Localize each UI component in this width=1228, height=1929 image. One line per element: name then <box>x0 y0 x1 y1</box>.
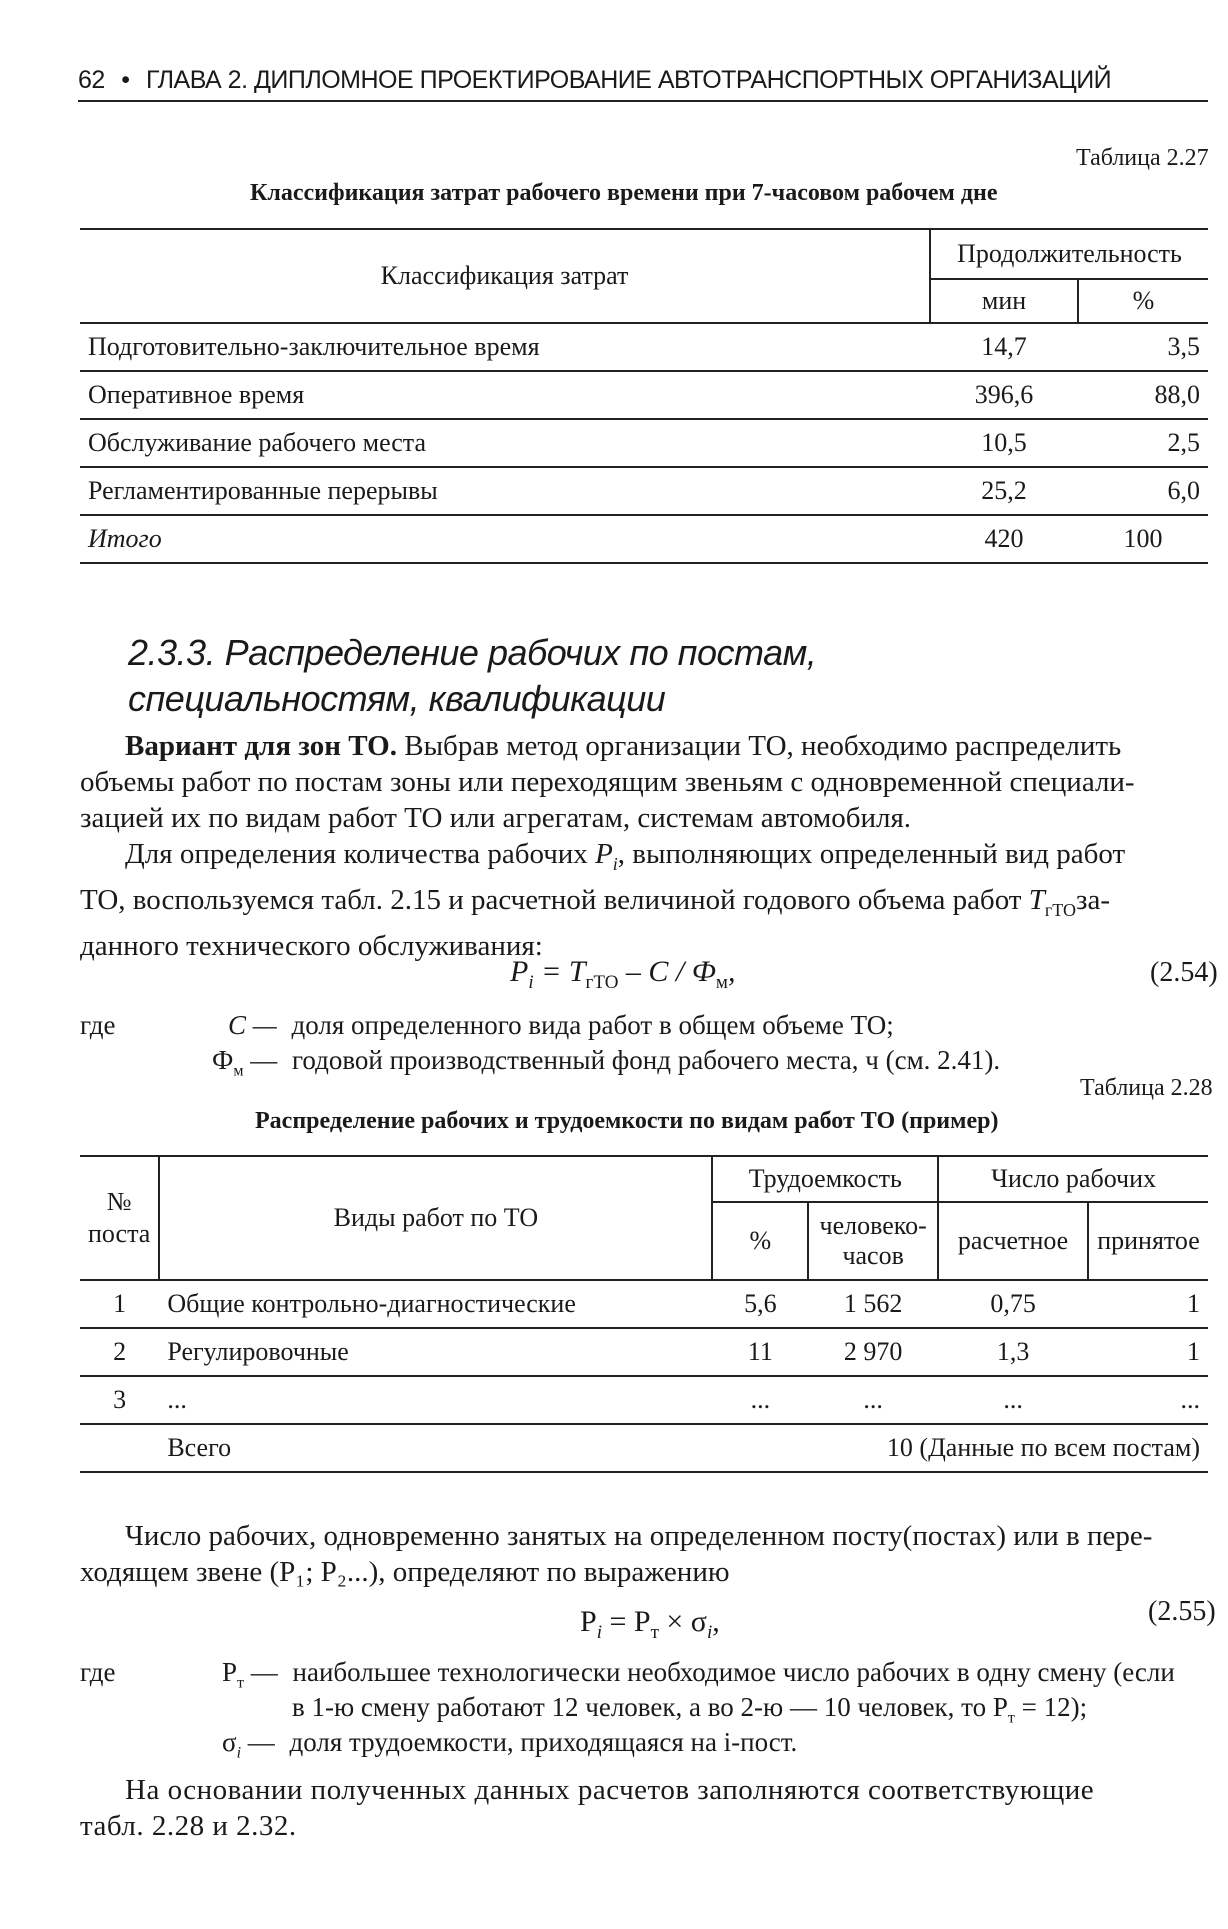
def-text: = 12); <box>1014 1692 1088 1722</box>
row-name: Регламентированные перерывы <box>88 476 438 505</box>
table27-label: Таблица 2.27 <box>1076 145 1209 171</box>
def-sub: т <box>1007 1709 1015 1727</box>
header-manhours-2: часов <box>842 1241 904 1270</box>
page-number: 62 <box>78 66 105 94</box>
total-label: Всего <box>167 1433 232 1462</box>
row-kind: Регулировочные <box>167 1337 349 1366</box>
eq-text: – C / Ф <box>618 955 716 988</box>
def-c <box>228 1010 894 1041</box>
row-name: Оперативное время <box>88 380 305 409</box>
eq-sub: т <box>650 1622 659 1643</box>
table-row <box>80 1376 1208 1424</box>
table28-label: Таблица 2.28 <box>1080 1075 1213 1101</box>
paragraph-conclusion <box>80 1772 1220 1844</box>
table-row <box>80 1328 1208 1376</box>
equation-number-2-54: (2.54) <box>1150 957 1218 988</box>
def-f <box>212 1045 1000 1080</box>
eq-text: P <box>510 955 529 988</box>
row-kind: Общие контрольно-диагностические <box>167 1289 576 1318</box>
paragraph-text: зацией их по видам работ ТО или агрегатам, системам автомобиля. <box>80 802 912 834</box>
def-dash: — <box>241 1727 275 1757</box>
def-symbol: P <box>222 1657 238 1687</box>
def-pt-cont <box>292 1692 1087 1727</box>
var-sub: гТО <box>1044 899 1077 920</box>
table28-header-accepted: принятое <box>1088 1202 1208 1280</box>
row-no: 2 <box>113 1337 127 1366</box>
row-no: 3 <box>113 1385 127 1414</box>
eq-sub: м <box>715 972 728 993</box>
def-symbol: С — <box>228 1010 277 1040</box>
row-name: Обслуживание рабочего места <box>88 428 427 457</box>
equation-2-54 <box>510 955 735 994</box>
eq-sub: i <box>596 1622 602 1643</box>
row-calc: 1,3 <box>996 1337 1030 1366</box>
paragraph-bold-lead: Вариант для зон ТО. <box>125 730 397 762</box>
table28-header-pct: % <box>712 1202 808 1280</box>
eq-text: P <box>580 1605 597 1638</box>
row-pct: 88,0 <box>1154 380 1200 409</box>
paragraph-text: ходящем звене (P₁; P₂...), определяют по выражению <box>80 1556 730 1588</box>
table-row <box>80 371 1208 419</box>
eq-text: , <box>712 1605 720 1638</box>
header-manhours-1: человеко- <box>819 1211 927 1240</box>
eq-sub: i <box>706 1622 713 1643</box>
paragraph-text: Выбрав метод организации ТО, необходимо распределить <box>396 730 1122 762</box>
def-dash: — <box>243 1045 278 1075</box>
def-pt <box>222 1657 1175 1692</box>
row-pct: 2,5 <box>1167 428 1200 457</box>
table27-header-pct: % <box>1078 279 1208 323</box>
row-name: Подготовительно-заключительное время <box>88 332 540 361</box>
table28-header-labor: Трудоемкость <box>712 1156 938 1202</box>
table28-header-calc: расчетное <box>938 1202 1088 1280</box>
var-p: P <box>595 838 613 870</box>
row-hours: 1 562 <box>843 1289 903 1318</box>
var-t: T <box>1028 883 1045 916</box>
paragraph-text: ТО, воспользуемся табл. 2.15 и расчетной величиной годового объема работ <box>80 883 1029 916</box>
paragraph-workers <box>80 836 1220 964</box>
paragraph-text: На основании полученных данных расчетов заполняются соответствующие <box>125 1774 1095 1806</box>
table28-total-row <box>80 1424 1208 1472</box>
row-acc: 1 <box>1187 1289 1200 1318</box>
paragraph-post-workers <box>80 1518 1220 1590</box>
row-pct: 11 <box>747 1337 773 1366</box>
table28-header-manhours <box>808 1202 938 1280</box>
def-sub: т <box>237 1674 245 1692</box>
def-symbol: Ф <box>212 1045 234 1075</box>
def-sub: м <box>233 1062 244 1080</box>
def-text: в 1-ю смену работают 12 человек, а во 2-ю — 10 человек, то P <box>292 1692 1008 1722</box>
section-heading <box>128 630 816 722</box>
table-row <box>80 323 1208 371</box>
table27-total-row <box>80 515 1208 563</box>
def-text: наибольшее технологически необходимое число рабочих в одну смену (если <box>292 1657 1175 1687</box>
header-rule <box>78 100 1208 102</box>
table27-header-classification: Классификация затрат <box>80 229 930 323</box>
table27-header-duration: Продолжительность <box>930 229 1208 279</box>
total-label: Итого <box>88 524 162 553</box>
table28-title: Распределение рабочих и трудоемкости по видам работ ТО (пример) <box>255 1108 999 1134</box>
chapter-title: ГЛАВА 2. ДИПЛОМНОЕ ПРОЕКТИРОВАНИЕ АВТОТРАНСПОРТНЫХ ОРГАНИЗАЦИЙ <box>145 66 1112 94</box>
table28-header-post <box>80 1156 159 1280</box>
equation-number-2-55: (2.55) <box>1148 1596 1216 1627</box>
header-bullet: • <box>121 66 130 94</box>
table27 <box>80 228 1208 564</box>
row-pct: ... <box>750 1385 771 1414</box>
equation-2-55 <box>580 1605 720 1644</box>
eq-text: , <box>727 955 736 988</box>
eq-text: = P <box>601 1605 651 1638</box>
row-hours: 2 970 <box>843 1337 903 1366</box>
def-dash: — <box>244 1657 278 1687</box>
header-no: № <box>106 1187 132 1216</box>
table-row <box>80 1280 1208 1328</box>
row-hours: ... <box>863 1385 883 1414</box>
paragraph-text: Число рабочих, одновременно занятых на определенном посту(постах) или в пере- <box>125 1520 1153 1552</box>
table27-title: Классификация затрат рабочего времени при 7-часовом рабочем дне <box>250 180 998 206</box>
def-sigma <box>222 1727 797 1762</box>
row-pct: 5,6 <box>744 1289 777 1318</box>
row-min: 14,7 <box>981 332 1027 361</box>
running-header <box>78 66 1111 95</box>
row-calc: ... <box>1003 1385 1023 1414</box>
section-heading-line1: 2.3.3. Распределение рабочих по постам, <box>128 632 817 673</box>
row-pct: 6,0 <box>1167 476 1200 505</box>
table28 <box>80 1155 1208 1473</box>
where-label: где <box>80 1657 116 1687</box>
var-sub: i <box>612 853 618 874</box>
section-heading-line2: специальностям, квалификации <box>128 678 666 719</box>
paragraph-zones <box>80 728 1220 836</box>
paragraph-text: , выполняющих определенный вид работ <box>617 838 1126 870</box>
row-no: 1 <box>113 1289 127 1318</box>
row-calc: 0,75 <box>990 1289 1036 1318</box>
eq-text: × σ <box>658 1605 707 1638</box>
total-min: 420 <box>984 524 1024 553</box>
row-min: 10,5 <box>981 428 1027 457</box>
table-row <box>80 467 1208 515</box>
def-symbol: σ <box>222 1727 237 1757</box>
paragraph-text: за- <box>1076 883 1110 916</box>
def-text: годовой производственный фонд рабочего места, ч (см. 2.41). <box>291 1045 1001 1075</box>
table28-header-workers: Число рабочих <box>938 1156 1208 1202</box>
where-label: где <box>80 1010 116 1040</box>
row-min: 25,2 <box>981 476 1027 505</box>
eq-sub: гТО <box>585 972 619 993</box>
table27-header-min: мин <box>930 279 1078 323</box>
row-kind: ... <box>167 1385 187 1414</box>
paragraph-text: табл. 2.28 и 2.32. <box>80 1810 297 1842</box>
row-min: 396,6 <box>974 380 1034 409</box>
def-text: доля трудоемкости, приходящаяся на i-пост. <box>289 1727 798 1757</box>
table28-header-kind: Виды работ по ТО <box>159 1156 712 1280</box>
row-pct: 3,5 <box>1167 332 1200 361</box>
paragraph-text: данного технического обслуживания: <box>80 929 543 962</box>
eq-text: = T <box>533 955 586 988</box>
paragraph-text: Для определения количества рабочих <box>125 838 596 870</box>
def-sub: i <box>236 1744 242 1762</box>
table-row <box>80 419 1208 467</box>
paragraph-text: объемы работ по постам зоны или переходящим звеньям с одновременной специали- <box>80 766 1135 798</box>
eq-sub: i <box>528 972 534 993</box>
def-text: доля определенного вида работ в общем объеме ТО; <box>291 1010 894 1040</box>
header-post: поста <box>88 1219 151 1248</box>
row-acc: ... <box>1180 1385 1200 1414</box>
total-pct: 100 <box>1123 524 1163 553</box>
total-value: 10 (Данные по всем постам) <box>886 1433 1200 1462</box>
row-acc: 1 <box>1187 1337 1200 1366</box>
empty-cell <box>80 1424 159 1472</box>
